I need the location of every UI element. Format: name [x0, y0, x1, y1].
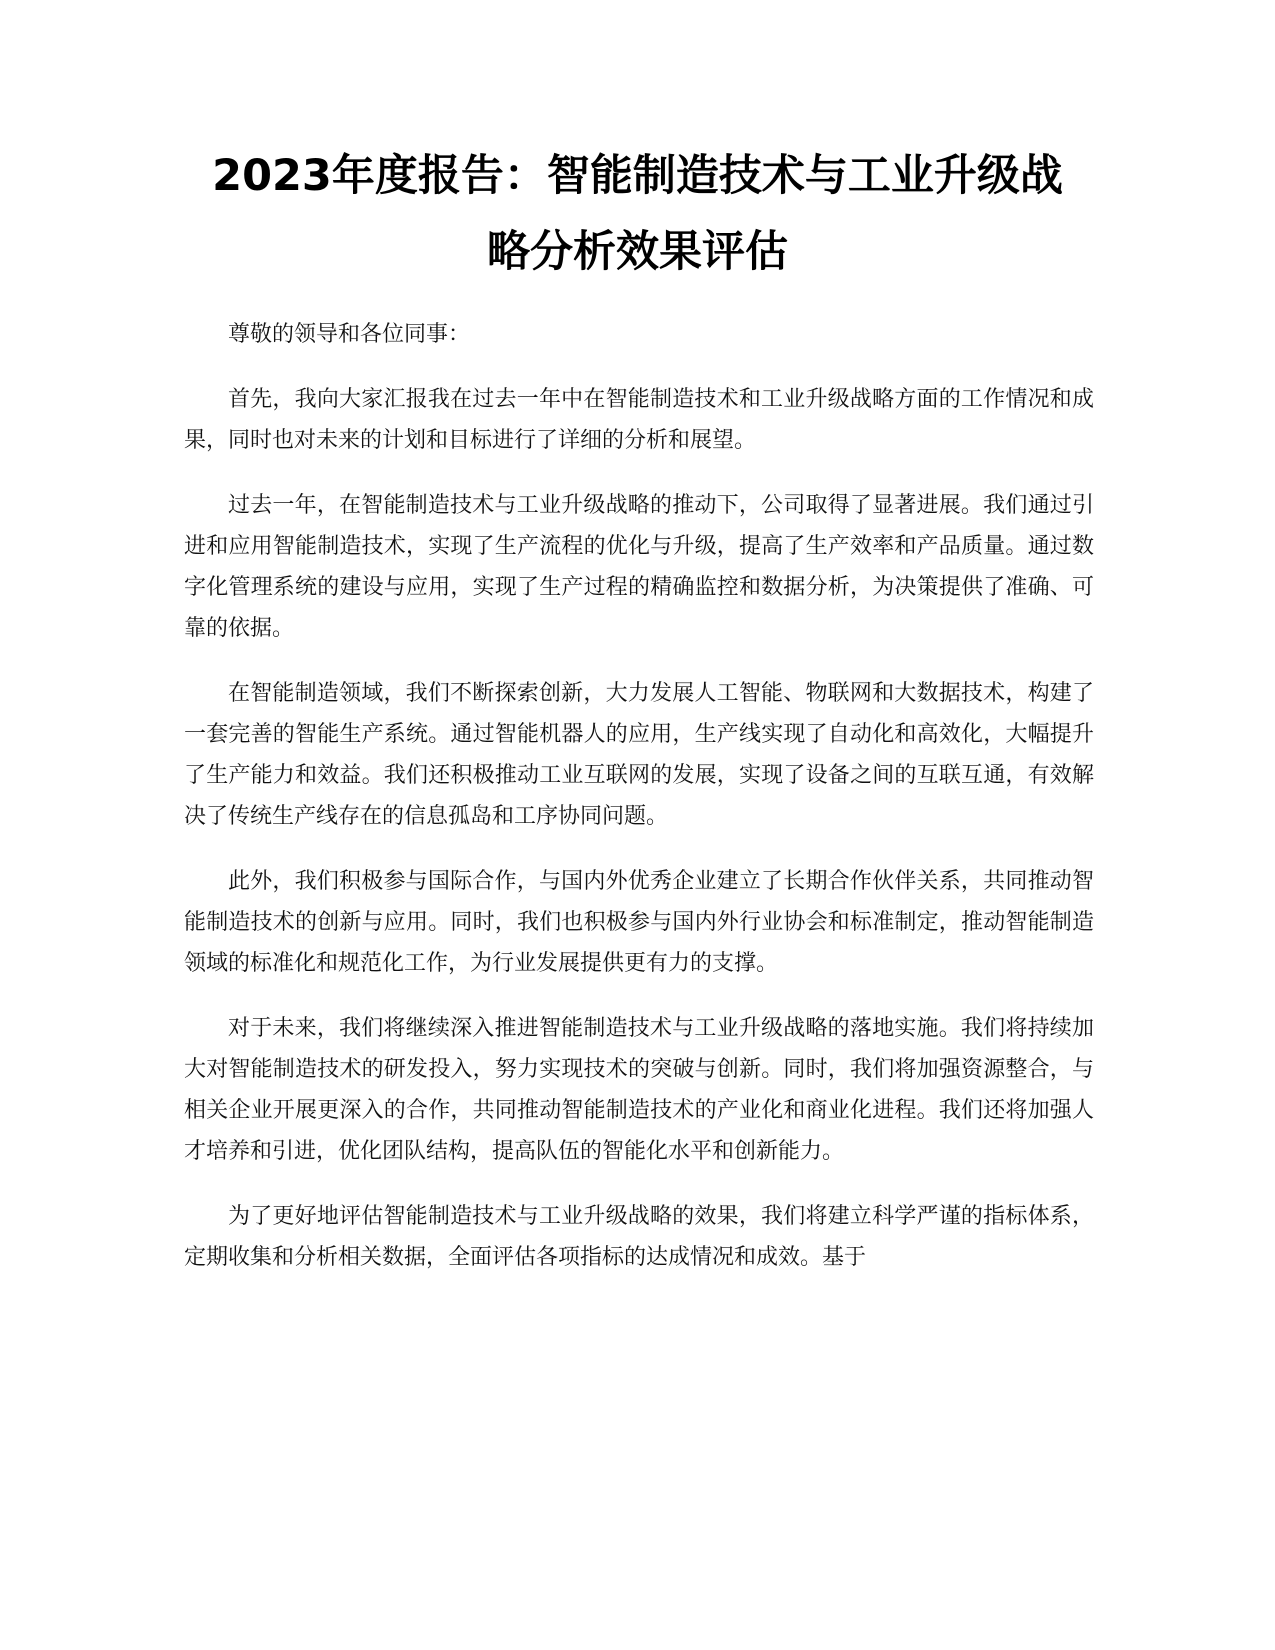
- document-title-line-2: 略分析效果评估: [487, 227, 788, 277]
- future-plan-paragraph: 对于未来，我们将继续深入推进智能制造技术与工业升级战略的落地实施。我们将持续加大对智能制造技术的研发投入，努力实现技术的突破与创新。同时，我们将加强资源整合，与相关企业开展更深入的合作，共同推动智能制造技术的产业化和商业化进程。我们还将加强人才培养和引进，优化团队结构，提高队伍的智能化水平和创新能力。: [184, 1016, 1094, 1164]
- cooperation-paragraph: 此外，我们积极参与国际合作，与国内外优秀企业建立了长期合作伙伴关系，共同推动智能制造技术的创新与应用。同时，我们也积极参与国内外行业协会和标准制定，推动智能制造领域的标准化和规范化工作，为行业发展提供更有力的支撑。: [184, 869, 1094, 976]
- document-body: [184, 314, 1094, 1302]
- progress-paragraph: 过去一年，在智能制造技术与工业升级战略的推动下，公司取得了显著进展。我们通过引进和应用智能制造技术，实现了生产流程的优化与升级，提高了生产效率和产品质量。通过数字化管理系统的建设与应用，实现了生产过程的精确监控和数据分析，为决策提供了准确、可靠的依据。: [184, 493, 1094, 641]
- document-title-line-1: 2023年度报告：智能制造技术与工业升级战: [212, 151, 1063, 201]
- intro-paragraph: 首先，我向大家汇报我在过去一年中在智能制造技术和工业升级战略方面的工作情况和成果，同时也对未来的计划和目标进行了详细的分析和展望。: [184, 387, 1094, 453]
- salutation-paragraph: 尊敬的领导和各位同事：: [228, 322, 471, 347]
- document-title: [180, 138, 1095, 290]
- evaluation-paragraph: 为了更好地评估智能制造技术与工业升级战略的效果，我们将建立科学严谨的指标体系，定期收集和分析相关数据，全面评估各项指标的达成情况和成效。基于: [184, 1204, 1094, 1270]
- innovation-paragraph: 在智能制造领域，我们不断探索创新，大力发展人工智能、物联网和大数据技术，构建了一套完善的智能生产系统。通过智能机器人的应用，生产线实现了自动化和高效化，大幅提升了生产能力和效益。我们还积极推动工业互联网的发展，实现了设备之间的互联互通，有效解决了传统生产线存在的信息孤岛和工序协同问题。: [184, 681, 1094, 829]
